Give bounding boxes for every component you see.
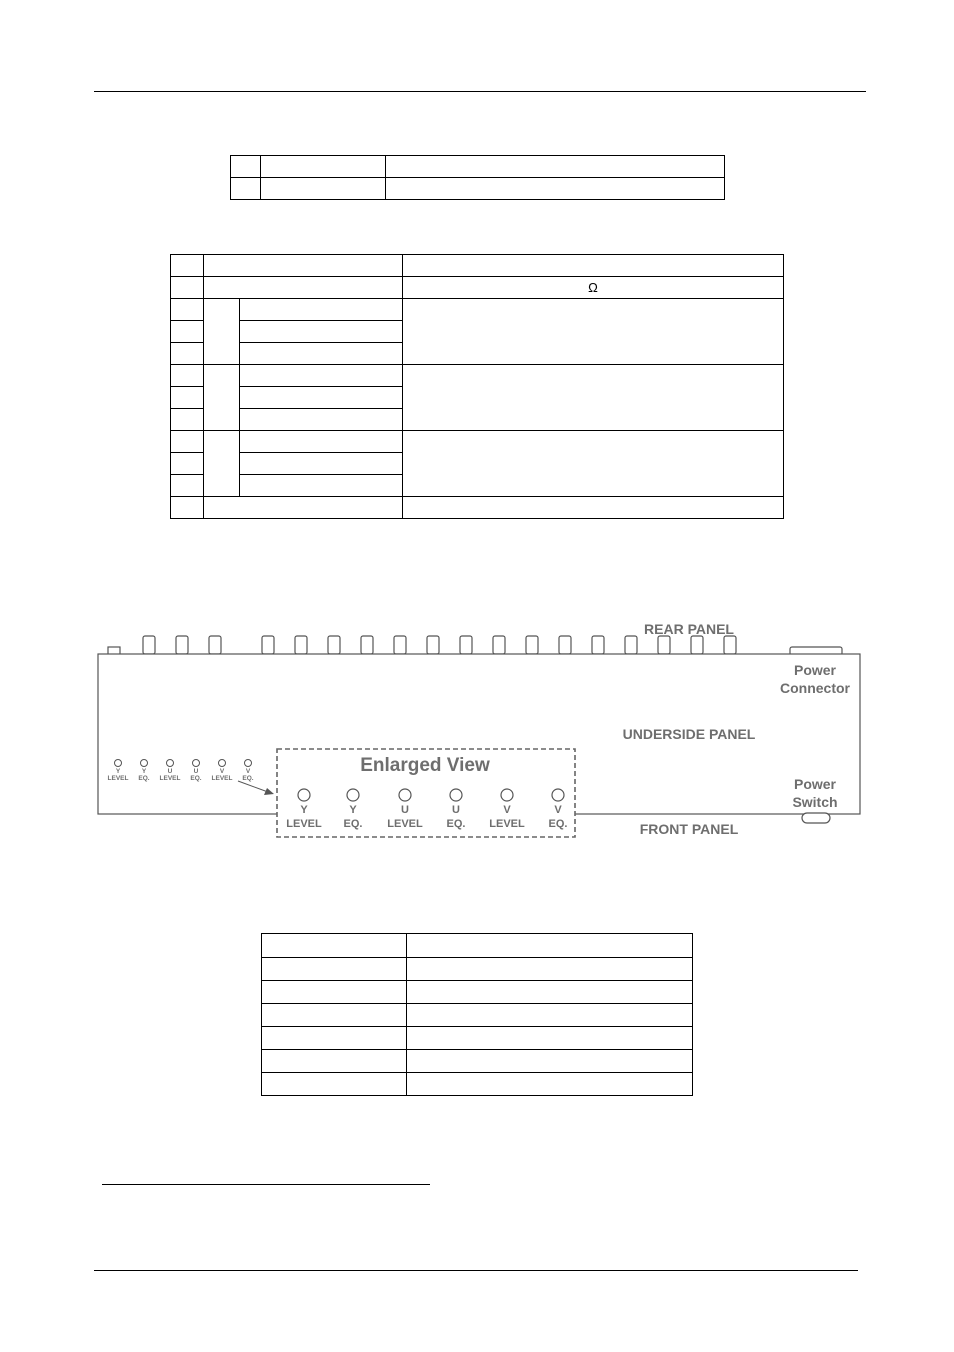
- large-knob: [450, 789, 462, 801]
- table-row: [231, 178, 725, 200]
- table-a: [230, 155, 725, 200]
- table-row: [231, 156, 725, 178]
- small-knob: [141, 760, 148, 767]
- rear-connector: [625, 636, 637, 654]
- rear-connector: [724, 636, 736, 654]
- footer-rule: [94, 1270, 858, 1271]
- large-label-top: Y: [349, 804, 357, 816]
- table-row: [171, 431, 784, 453]
- large-label-bottom: LEVEL: [489, 818, 525, 830]
- small-label-top: Y: [141, 768, 147, 775]
- large-knob: [298, 789, 310, 801]
- enlarged-view-title: Enlarged View: [360, 755, 490, 776]
- small-label-bottom: EQ.: [242, 775, 254, 782]
- table-row: [262, 1050, 693, 1073]
- table-row: [171, 299, 784, 321]
- table-b: [170, 254, 784, 519]
- table-row: [262, 1027, 693, 1050]
- small-label-top: U: [193, 768, 199, 775]
- rear-connector: [176, 636, 188, 654]
- power-switch-label: Switch: [792, 794, 838, 810]
- large-label-bottom: LEVEL: [286, 818, 322, 830]
- rear-connector: [262, 636, 274, 654]
- large-label-bottom: EQ.: [343, 818, 363, 830]
- small-knob: [167, 760, 174, 767]
- large-label-bottom: LEVEL: [387, 818, 423, 830]
- small-label-top: Y: [115, 768, 121, 775]
- small-knob: [115, 760, 122, 767]
- table-row: [262, 934, 693, 958]
- rear-connector: [394, 636, 406, 654]
- small-label-bottom: EQ.: [190, 775, 202, 782]
- table-row: [171, 365, 784, 387]
- rear-connector: [295, 636, 307, 654]
- front-panel-label: FRONT PANEL: [639, 821, 739, 837]
- small-label-bottom: LEVEL: [211, 775, 233, 782]
- rear-connector: [658, 636, 670, 654]
- rear-connector: [526, 636, 538, 654]
- header-rule: [94, 91, 866, 92]
- table-row: [262, 981, 693, 1004]
- panel-diagram: [0, 600, 954, 850]
- table-row: [171, 255, 784, 277]
- small-label-top: V: [245, 768, 251, 775]
- small-label-top: V: [219, 768, 225, 775]
- power-switch-label: Power: [793, 776, 837, 792]
- rear-connector: [460, 636, 472, 654]
- rear-connector: [361, 636, 373, 654]
- rear-connector: [328, 636, 340, 654]
- footnote-rule: [102, 1184, 430, 1185]
- rear-connector: [143, 636, 155, 654]
- large-label-top: U: [452, 804, 460, 816]
- rear-connector: [691, 636, 703, 654]
- large-knob: [501, 789, 513, 801]
- small-knob: [219, 760, 226, 767]
- table-row: [262, 1004, 693, 1027]
- large-label-bottom: EQ.: [446, 818, 466, 830]
- rear-panel-label: REAR PANEL: [644, 621, 734, 637]
- large-knob: [399, 789, 411, 801]
- table-row: [262, 1073, 693, 1096]
- large-label-top: Y: [300, 804, 308, 816]
- small-label-bottom: LEVEL: [107, 775, 129, 782]
- rear-connector: [427, 636, 439, 654]
- table-c: [261, 933, 693, 1096]
- underside-panel-label: UNDERSIDE PANEL: [622, 726, 756, 742]
- large-label-top: U: [401, 804, 409, 816]
- table-row: [171, 497, 784, 519]
- small-label-bottom: EQ.: [138, 775, 150, 782]
- rear-connector: [592, 636, 604, 654]
- power-switch-shape: [802, 813, 830, 823]
- small-label-top: U: [167, 768, 173, 775]
- large-label-bottom: EQ.: [548, 818, 568, 830]
- rear-connectors: [108, 636, 842, 655]
- large-knob: [552, 789, 564, 801]
- large-label-top: V: [503, 804, 511, 816]
- rear-connector: [493, 636, 505, 654]
- large-knob: [347, 789, 359, 801]
- small-label-bottom: LEVEL: [159, 775, 181, 782]
- table-row: [262, 958, 693, 981]
- power-connector-label: Power: [793, 662, 837, 678]
- large-label-top: V: [554, 804, 562, 816]
- rear-connector: [209, 636, 221, 654]
- ohm-symbol: Ω: [588, 280, 598, 295]
- rear-connector: [559, 636, 571, 654]
- small-knob: [193, 760, 200, 767]
- power-connector-label: Connector: [780, 680, 850, 696]
- small-knob: [245, 760, 252, 767]
- table-row: [171, 277, 784, 299]
